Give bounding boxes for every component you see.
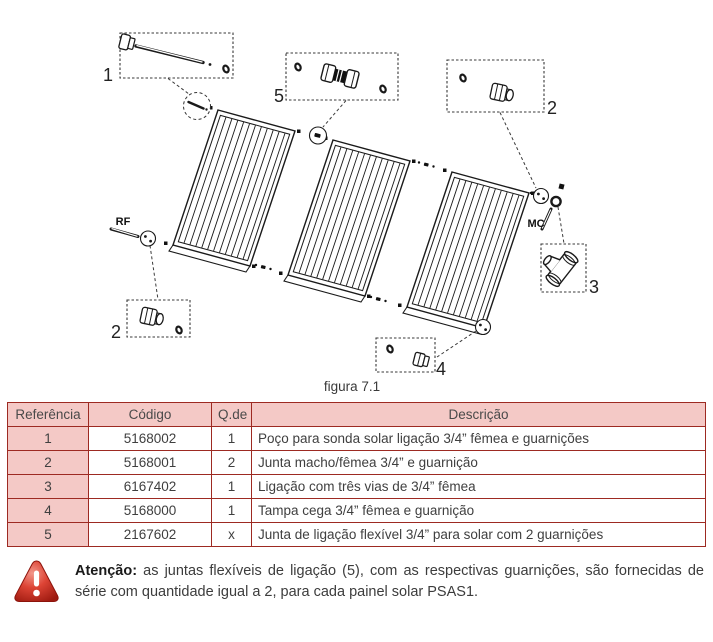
- table-row: [8, 427, 706, 451]
- table-row: [8, 451, 706, 475]
- header-codigo: Código: [89, 403, 212, 427]
- rf-pipe-drawing: [111, 229, 156, 246]
- descricao-cell: Poço para sonda solar ligação 3/4” fêmea e guarnições: [252, 427, 706, 451]
- part5-label: 5: [273, 86, 285, 106]
- warning-text: [75, 561, 704, 603]
- ref-cell: 5: [8, 523, 89, 547]
- junction-marks-bottom-1: [255, 264, 272, 270]
- part2-top-drawing: [459, 74, 515, 103]
- part4-junction-circle: [476, 320, 491, 335]
- descricao-cell: Ligação com três vias de 3/4” fêmea: [252, 475, 706, 499]
- warning-title: Atenção:: [75, 563, 138, 579]
- figure-caption: figura 7.1: [323, 379, 381, 394]
- part2-bottom-label: 2: [110, 322, 122, 342]
- codigo-cell: 6167402: [89, 475, 212, 499]
- part1-probe-drawing: [118, 34, 229, 74]
- ref-cell: 3: [8, 475, 89, 499]
- descricao-cell: Tampa cega 3/4” fêmea e guarnição: [252, 499, 706, 523]
- solar-panel-3: [398, 169, 535, 335]
- solar-panel-1: [164, 106, 301, 272]
- codigo-cell: 5168002: [89, 427, 212, 451]
- descricao-cell: Junta de ligação flexível 3/4” para solar com 2 guarnições: [252, 523, 706, 547]
- part1-callout-circle: [184, 93, 211, 120]
- ref-cell: 4: [8, 499, 89, 523]
- part3-label: 3: [588, 277, 600, 297]
- qde-cell: 2: [212, 451, 252, 475]
- qde-cell: x: [212, 523, 252, 547]
- codigo-cell: 5168001: [89, 451, 212, 475]
- ref-cell: 2: [8, 451, 89, 475]
- parts-table: [7, 402, 706, 547]
- junction-marks-bottom-2: [370, 296, 387, 302]
- table-header-row: [8, 403, 706, 427]
- qde-cell: 1: [212, 475, 252, 499]
- codigo-cell: 5168000: [89, 499, 212, 523]
- qde-cell: 1: [212, 427, 252, 451]
- descricao-cell: Junta macho/fêmea 3/4” e guarnição: [252, 451, 706, 475]
- part4-cap-drawing: [386, 345, 430, 368]
- header-referencia: Referência: [8, 403, 89, 427]
- warning-body: as juntas flexíveis de ligação (5), com as respectivas guarnições, são fornecidas de série com quantidade igual a 2, para cada painel solar PSAS1.: [75, 563, 704, 601]
- solar-panel-2: [279, 137, 416, 303]
- part2-top-label: 2: [546, 98, 558, 118]
- header-descricao: Descrição: [252, 403, 706, 427]
- part1-label: 1: [102, 65, 114, 85]
- table-row: [8, 475, 706, 499]
- warning-triangle-icon: [13, 557, 60, 605]
- part4-label: 4: [435, 359, 447, 379]
- qde-cell: 1: [212, 499, 252, 523]
- table-row: [8, 523, 706, 547]
- table-row: [8, 499, 706, 523]
- mc-label: MC: [527, 218, 545, 230]
- part5-flex-joint-drawing: [294, 63, 386, 93]
- part3-tee-drawing: [535, 243, 579, 289]
- part5-junction-circle: [310, 127, 327, 144]
- part2-bottom-drawing: [140, 307, 183, 334]
- junction-marks-top-2: [418, 161, 435, 167]
- rf-label: RF: [115, 216, 131, 228]
- header-qde: Q.de: [212, 403, 252, 427]
- codigo-cell: 2167602: [89, 523, 212, 547]
- ref-cell: 1: [8, 427, 89, 451]
